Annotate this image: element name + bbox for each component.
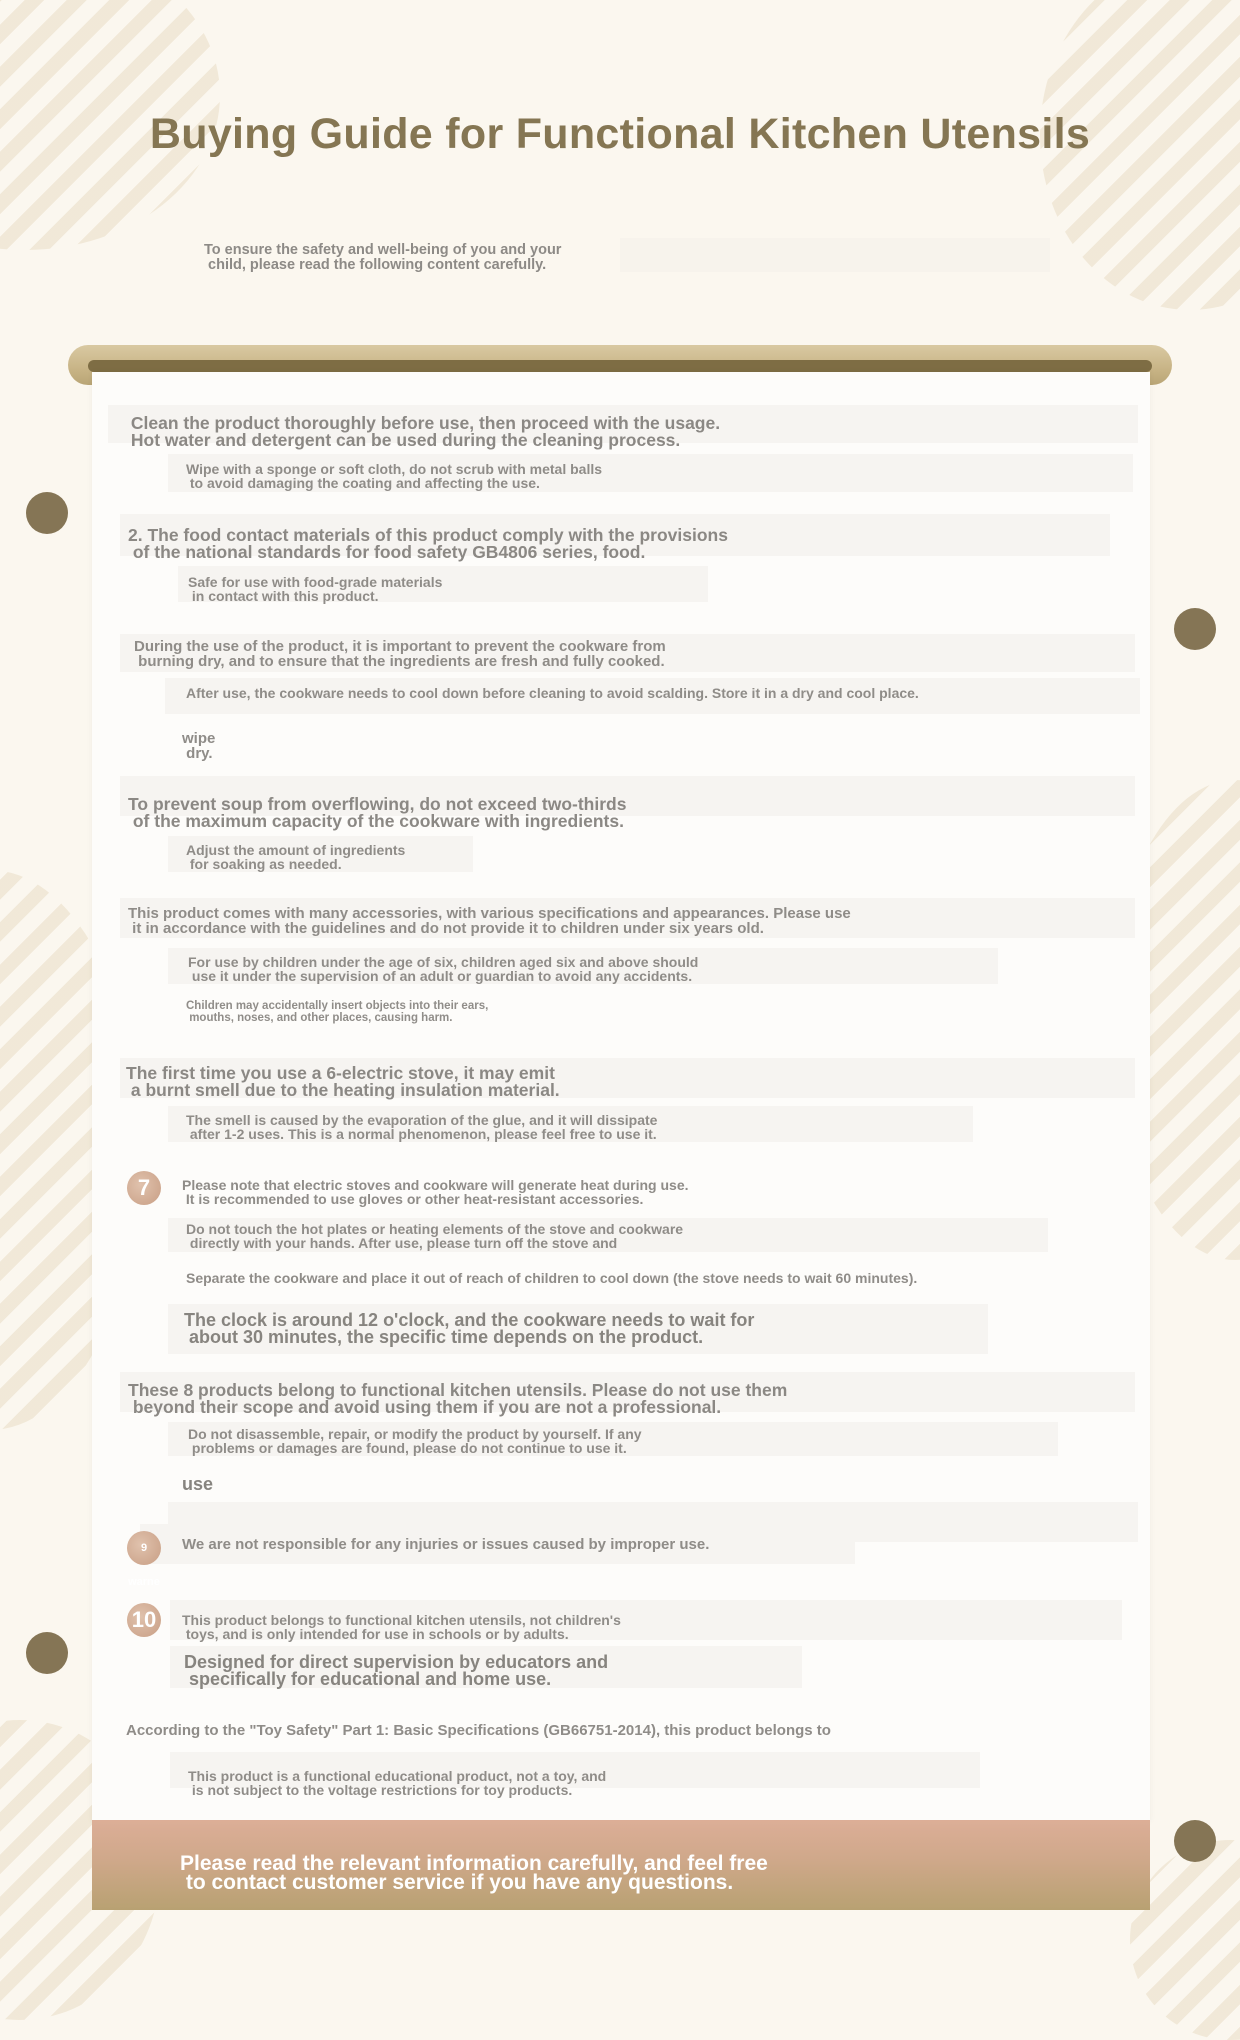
section-11-note: This product is a functional educational product, not a toy, and is not subject to the voltage restrictions for toy products. — [188, 1768, 607, 1798]
section-3-note: After use, the cookware needs to cool down before cleaning to avoid scalding. Store it in a dry and cool place. — [186, 685, 919, 701]
section-5-small: Children may accidentally insert objects into their ears, mouths, noses, and other places, causing harm. — [186, 1000, 489, 1024]
footer-text: Please read the relevant information carefully, and feel free to contact customer service if you have any questions. — [180, 1852, 768, 1894]
section-9-number-badge: 9 warne — [127, 1531, 161, 1565]
section-6-heading: The first time you use a 6-electric stove, it may emit a burnt smell due to the heating insulation material. — [126, 1063, 560, 1100]
section-4-heading: To prevent soup from overflowing, do not exceed two-thirds of the maximum capacity of the cookware with ingredients. — [128, 794, 627, 831]
section-9-heading: We are not responsible for any injuries or issues caused by improper use. — [182, 1536, 710, 1553]
section-3-extra: wipe dry. — [182, 730, 216, 762]
section-8-note: Do not disassemble, repair, or modify the product by yourself. If any problems or damages are found, please do not continue to use it. — [188, 1426, 642, 1456]
section-10-note: Designed for direct supervision by educators and specifically for educational and home use. — [184, 1652, 609, 1689]
scroll-rod-inner — [88, 360, 1152, 372]
section-7-note: Do not touch the hot plates or heating elements of the stove and cookware directly with your hands. After use, please turn off the stove and — [186, 1221, 684, 1251]
section-10-number-badge: 10 — [127, 1603, 161, 1637]
section-1-heading: Clean the product thoroughly before use, then proceed with the usage. Hot water and detergent can be used during the cleaning process. — [130, 413, 721, 450]
section-2-heading: 2. The food contact materials of this product comply with the provisions of the national standards for food safety GB4806 series, food. — [128, 525, 728, 562]
section-7-number-badge: 7 — [127, 1171, 161, 1205]
binder-hole — [26, 492, 68, 534]
section-8-heading: These 8 products belong to functional kitchen utensils. Please do not use them beyond their scope and avoid using them if you are not a professional. — [128, 1380, 788, 1417]
binder-hole — [1174, 608, 1216, 650]
section-7-note-3: The clock is around 12 o'clock, and the cookware needs to wait for about 30 minutes, the specific time depends on the product. — [184, 1310, 755, 1347]
section-8-extra: use — [182, 1474, 214, 1494]
binder-hole — [26, 1632, 68, 1674]
section-11-heading: According to the "Toy Safety" Part 1: Basic Specifications (GB66751-2014), this product belongs to — [126, 1722, 831, 1739]
section-7-heading: Please note that electric stoves and cookware will generate heat during use. It is recommended to use gloves or other heat-resistant accessories. — [182, 1177, 689, 1207]
section-5-heading: This product comes with many accessories, with various specifications and appearances. Please use it in accordance with the guidelines and do not provide it to children under six years old. — [128, 905, 851, 937]
section-5-note: For use by children under the age of six, children aged six and above should use it under the supervision of an adult or guardian to avoid any accidents. — [188, 954, 699, 984]
section-10-heading: This product belongs to functional kitchen utensils, not children's toys, and is only intended for use in schools or by adults. — [182, 1612, 621, 1642]
section-4-note: Adjust the amount of ingredients for soaking as needed. — [186, 842, 406, 872]
section-2-note: Safe for use with food-grade materials in contact with this product. — [188, 574, 443, 604]
page-title: Buying Guide for Functional Kitchen Utensils — [149, 110, 1091, 158]
section-1-note: Wipe with a sponge or soft cloth, do not scrub with metal balls to avoid damaging the coating and affecting the use. — [186, 461, 603, 491]
intro-highlight — [620, 238, 1050, 272]
section-6-note: The smell is caused by the evaporation of the glue, and it will dissipate after 1-2 uses. This is a normal phenomenon, please feel free to use it. — [186, 1112, 658, 1142]
section-7-note-2: Separate the cookware and place it out of reach of children to cool down (the stove needs to wait 60 minutes). — [186, 1270, 918, 1286]
intro-text: To ensure the safety and well-being of you and your child, please read the following content carefully. — [204, 242, 562, 273]
binder-hole — [1174, 1820, 1216, 1862]
section-3-heading: During the use of the product, it is important to prevent the cookware from burning dry, and to ensure that the ingredients are fresh and fully cooked. — [134, 638, 666, 670]
